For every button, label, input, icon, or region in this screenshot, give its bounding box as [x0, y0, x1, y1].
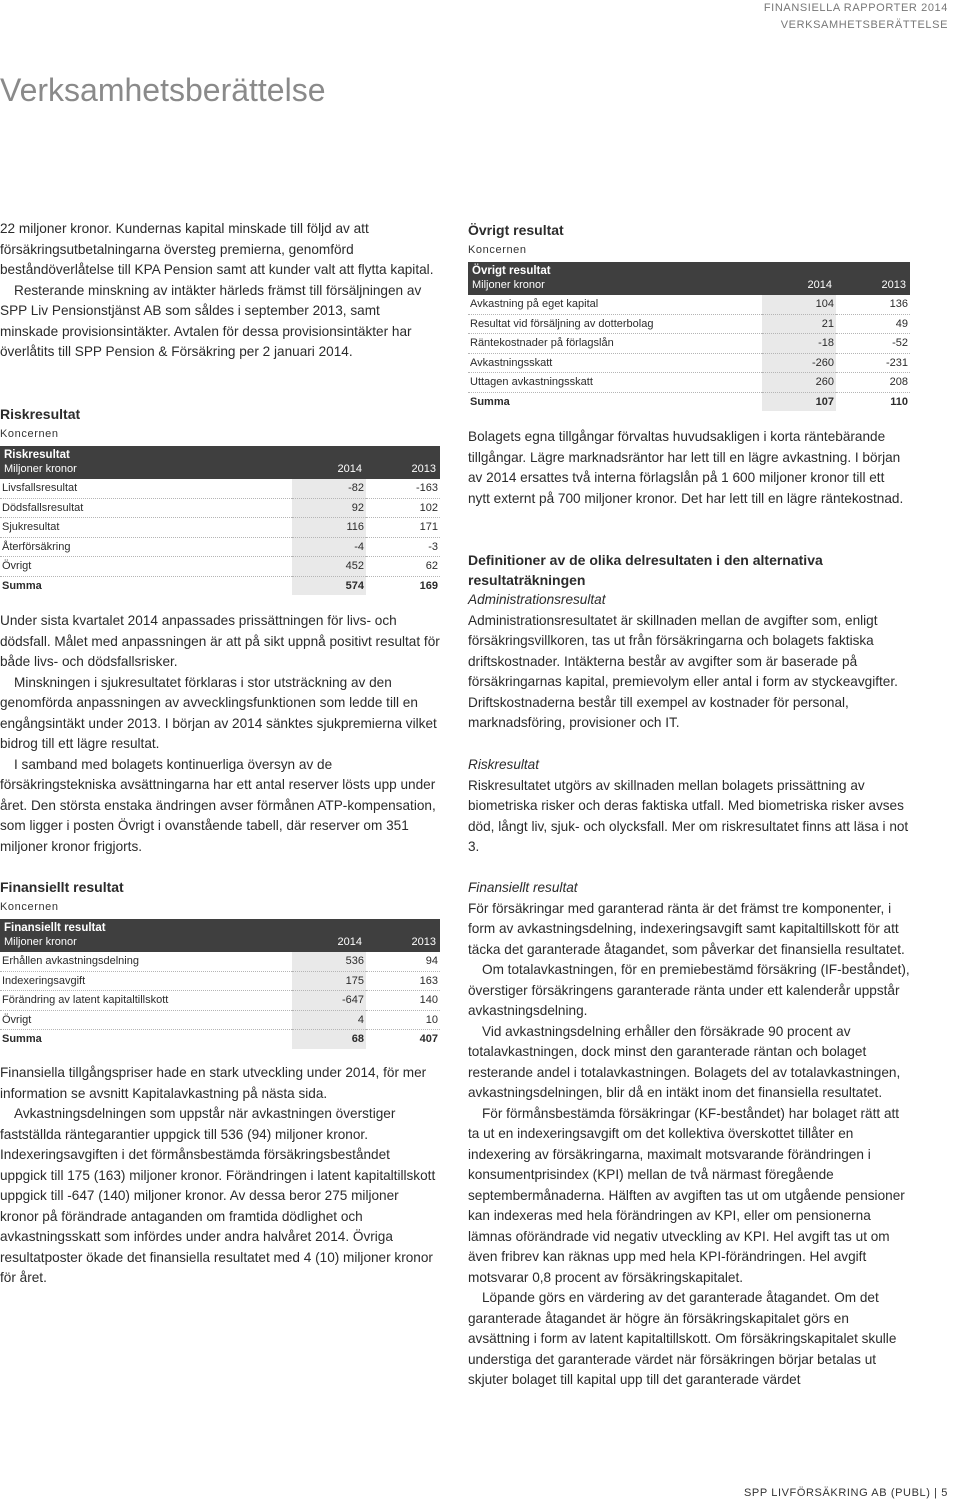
page-title: Verksamhetsberättelse — [0, 72, 326, 108]
unit-label: Miljoner kronor — [468, 278, 762, 295]
section-heading: Finansiellt resultat — [0, 879, 124, 895]
table-sum-row: Summa 68 407 — [0, 1030, 440, 1049]
table-title: Riskresultat — [0, 446, 440, 462]
subheading: Riskresultat — [468, 757, 540, 772]
table-row: Livsfallsresultat -82 -163 — [0, 479, 440, 498]
header-subsection: VERKSAMHETSBERÄTTELSE — [780, 19, 948, 31]
paragraph: Vid avkastningsdelning erhåller den försäkrade 90 procent av totalavkastningen, dock minst den garanterade räntan och bolaget resterande andel i totalavkastningen. Bolagets del av totalavkastningen, avkastningsdelningen, blir då en intäkt inom det finansiella resultatet. — [468, 1023, 901, 1100]
paragraph: För förmånsbestämda försäkringar (KF-beståndet) har bolaget rätt att ta ut en indexeringsavgift om det kollektiva överskottet tillåter en indexering av försäkringarna, maximalt motsvarande förändringen i konsumentprisindex (KPI) mellan de två närmast föregående septembermånaderna. Hälften av avgiften tas ut om utgående pensioner kan indexeras med hela förändringen av KPI, eller om pensionerna lämnas oförändrade vid negativ utveckling av KPI. Hel avgift tas ut om även fribrev kan räknas upp med hela KPI-förändringen. Hel avgift motsvarar 0,8 procent av försäkringskapitalet. — [468, 1105, 905, 1285]
paragraph: 22 miljoner kronor. Kundernas kapital minskade till följd av att försäkringsutbetalningarna översteg premierna, genomförd beståndöverlåtelse till KPA Pension samt att kunder valt att flytta kapital. — [0, 221, 434, 277]
section-heading: Riskresultat — [0, 406, 81, 422]
other-result-section — [468, 222, 910, 411]
paragraph: I samband med bolagets kontinuerliga översyn av de försäkringstekniska avsättningarna har ett antal reserver lösts upp under året. Den största enstaka ändringen avser förmånen ATP-kompensation, som ligger i posten Övrigt i ovanstående tabell, där reserver om 351 miljoner kronor frigjorts. — [0, 756, 436, 854]
section-heading: Övrigt resultat — [468, 222, 564, 238]
group-label: Koncernen — [0, 901, 59, 913]
financial-table — [0, 919, 440, 1049]
risk-text — [0, 611, 440, 857]
subheading: Administrationsresultat — [468, 592, 606, 607]
table-row: Dödsfallsresultat 92 102 — [0, 498, 440, 518]
other-result-text — [468, 427, 910, 509]
paragraph: För försäkringar med garanterad ränta är det främst tre komponenter, i form av avkastningsdelning, indexeringsavgift samt kapitaltillskott för att täcka det garanterade åtagandet, som påverkar det finansiella resultatet. — [468, 900, 905, 957]
table-row: Förändring av latent kapitaltillskott -647 140 — [0, 991, 440, 1011]
risk-definition — [468, 755, 910, 858]
running-header — [764, 0, 948, 34]
group-label: Koncernen — [468, 244, 527, 256]
table-row: Resultat vid försäljning av dotterbolag 21 49 — [468, 314, 910, 334]
paragraph: Riskresultatet utgörs av skillnaden mellan bolagets prissättning av biometriska risker och deras faktiska utfall. Med biometriska risker avses död, långt liv, sjuk- och olycksfall. Mer om riskresultatet finns att läsa i not 3. — [468, 777, 909, 854]
table-title: Finansiellt resultat — [0, 919, 440, 935]
table-row: Uttagen avkastningsskatt 260 208 — [468, 373, 910, 393]
table-title: Övrigt resultat — [468, 262, 910, 278]
unit-label: Miljoner kronor — [0, 935, 292, 952]
subheading: Finansiellt resultat — [468, 880, 578, 895]
paragraph: Minskningen i sjukresultatet förklaras i stor utsträckning av den genomförda anpassningen av avvecklingsfunktionen som ledde till en engångsintäkt under 2013. I början av 2014 sänktes sjukpremierna vilket bidrog till ett lägre resultat. — [0, 674, 437, 751]
other-result-table — [468, 262, 910, 411]
table-row: Avkastning på eget kapital 104 136 — [468, 295, 910, 314]
definitions-section — [468, 550, 910, 734]
paragraph: Under sista kvartalet 2014 anpassades prissättningen för livs- och dödsfall. Målet med anpassningen är att på sikt uppnå positivt resultat för både livs- och dödsfallsrisker. — [0, 613, 440, 669]
table-row: Avkastningsskatt -260 -231 — [468, 353, 910, 373]
table-sum-row: Summa 574 169 — [0, 576, 440, 595]
paragraph: Löpande görs en värdering av det garanterade åtagandet. Om det garanterade åtagandet är högre än försäkringskapitalet görs en avsättning i form av latent kapitaltillskott. Om försäkringskapitalet skulle understiga det garanterade värdet när försäkringen börjar betalas ut skjuter bolaget till kapital upp till det garanterade värdet — [468, 1290, 897, 1387]
column-header: 2014 — [292, 935, 366, 952]
column-header: 2013 — [366, 935, 440, 952]
paragraph: Bolagets egna tillgångar förvaltas huvudsakligen i korta räntebärande tillgångar. Lägre marknadsräntor har lett till en lägre avkastning. I början av 2014 ersattes två interna förlagslån på 1 600 miljoner kronor till ett nytt externt på 700 miljoner kronor. Det har lett till en lägre räntekostnad. — [468, 429, 904, 506]
left-column — [0, 219, 440, 363]
section-heading: Definitioner av de olika delresultaten i den alternativa resultaträkningen — [468, 552, 823, 588]
table-row: Erhållen avkastningsdelning 536 94 — [0, 952, 440, 971]
column-header: 2013 — [366, 462, 440, 479]
table-row: Övrigt 4 10 — [0, 1010, 440, 1030]
page-footer: SPP LIVFÖRSÄKRING AB (PUBL) | 5 — [743, 1487, 948, 1499]
table-row: Indexeringsavgift 175 163 — [0, 971, 440, 991]
table-row: Återförsäkring -4 -3 — [0, 537, 440, 557]
paragraph: Resterande minskning av intäkter härleds främst till försäljningen av SPP Liv Pensionstjänst AB som såldes i september 2013, samt minskade provisionsintäkter. Avtalen för dessa provisionsintäkter har överlåtits till SPP Pension & Försäkring per 2 januari 2014. — [0, 282, 422, 359]
paragraph: Avkastningsdelningen som uppstår när avkastningen överstiger fastställda räntegarantier uppgick till 536 (94) miljoner kronor. Indexeringsavgiften i det förmånsbestämda försäkringsbeståndet uppgick till 175 (163) miljoner kronor. Förändringen i latent kapitaltillskott uppgick till -647 (140) miljoner kronor. Av dessa beror 275 miljoner kronor på förändrade antaganden om framtida dödlighet och avkastningsskatt som infördes under andra halvåret 2014. Övriga resultatposter ökade det finansiella resultatet med 4 (10) miljoner kronor för året. — [0, 1106, 436, 1285]
financial-section — [0, 879, 440, 1049]
risk-table — [0, 446, 440, 595]
table-row: Sjukresultat 116 171 — [0, 518, 440, 538]
column-header: 2014 — [292, 462, 366, 479]
group-label: Koncernen — [0, 428, 59, 440]
column-header: 2014 — [762, 278, 836, 295]
financial-definition — [468, 878, 910, 1391]
unit-label: Miljoner kronor — [0, 462, 292, 479]
table-sum-row: Summa 107 110 — [468, 392, 910, 411]
paragraph: Om totalavkastningen, för en premiebestämd försäkring (IF-beståndet), överstiger försäkringens garanterade ränta under ett kalenderår uppstår avkastningsdelning. — [468, 962, 910, 1018]
paragraph: Administrationsresultatet är skillnaden mellan de avgifter som, enligt försäkringsvillkoren, tas ut från försäkringarna och bolagets faktiska driftskostnader. Intäkterna består av avgifter som är baserade på försäkringarnas kapital, premievolym eller antal i form av styckeavgifter. Driftskostnaderna består till exempel av kostnader för personal, marknadsföring, provisioner och IT. — [468, 612, 898, 730]
table-row: Räntekostnader på förlagslån -18 -52 — [468, 334, 910, 354]
risk-section — [0, 406, 440, 595]
column-header: 2013 — [836, 278, 910, 295]
financial-text — [0, 1063, 440, 1289]
table-row: Övrigt 452 62 — [0, 557, 440, 577]
header-section: FINANSIELLA RAPPORTER 2014 — [763, 2, 948, 14]
paragraph: Finansiella tillgångspriser hade en stark utveckling under 2014, för mer information se avsnitt Kapitalavkastning på nästa sida. — [0, 1065, 427, 1101]
